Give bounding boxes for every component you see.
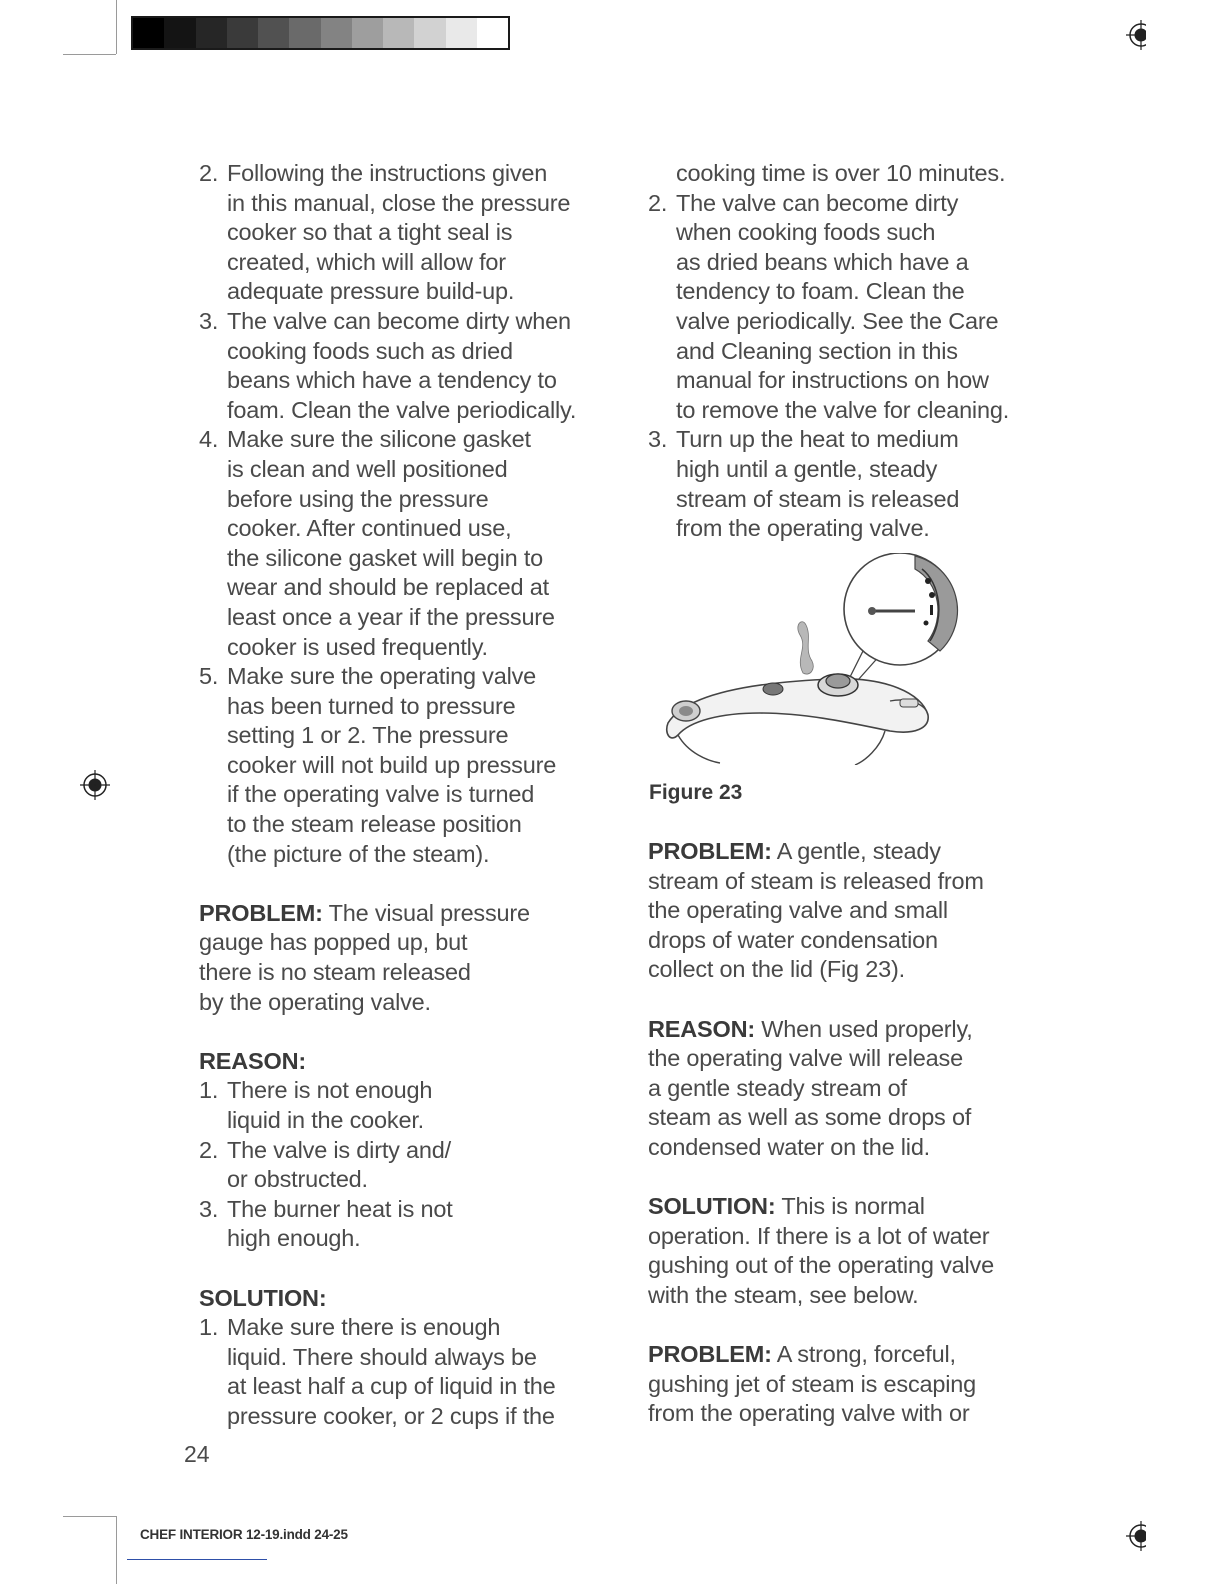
list-item: 1. Make sure there is enough liquid. There should always be at least half a cup of liquid in the pressure cooker, or 2 cups if the <box>199 1314 556 1429</box>
color-swatch <box>383 18 414 48</box>
color-calibration-bar <box>131 16 510 50</box>
color-swatch <box>477 18 508 48</box>
solution-text: This is normal operation. If there is a lot of water gushing out of the operating valve with the steam, see below. <box>648 1193 994 1308</box>
solution-label: SOLUTION: <box>648 1193 776 1220</box>
problem-text: A strong, forceful, gushing jet of steam is escaping from the operating valve with or <box>648 1341 977 1427</box>
solution-paragraph <box>648 1192 1058 1310</box>
list-item: 1. There is not enough liquid in the cooker. <box>199 1077 433 1133</box>
color-swatch <box>227 18 258 48</box>
slug-underline <box>127 1559 267 1560</box>
list-item: 5. Make sure the operating valve has been turned to pressure setting 1 or 2. The pressure cooker will not build up pressure if the operating valve is turned to the steam release position (the picture of the steam). <box>199 663 557 867</box>
reason-label: REASON: <box>648 1015 755 1042</box>
registration-mark-icon <box>80 770 110 800</box>
list-item: 4. Make sure the silicone gasket is clean and well positioned before using the pressure cooker. After continued use, the silicone gasket will begin to wear and should be replaced at least once a year if the pressure cooker is used frequently. <box>199 426 555 660</box>
registration-mark-icon <box>1126 20 1146 50</box>
list-item: 2. The valve can become dirty when cooking foods such as dried beans which have a tendency to foam. Clean the valve periodically. See the Care and Cleaning section in this manual for instructions on how to remove the valve for cleaning. <box>648 189 1010 423</box>
color-swatch <box>133 18 164 48</box>
problem-paragraph <box>199 899 619 1017</box>
list-item: 3. The burner heat is not high enough. <box>199 1195 453 1252</box>
color-swatch <box>258 18 289 48</box>
figure-caption: Figure 23 <box>649 781 743 804</box>
solution-heading: SOLUTION: <box>199 1284 327 1311</box>
color-swatch <box>164 18 195 48</box>
pressure-cooker-lid-illustration <box>660 553 970 765</box>
problem-text: The visual pressure gauge has popped up, but there is no steam released by the operating valve. <box>199 899 530 1015</box>
color-swatch <box>321 18 352 48</box>
registration-mark-icon <box>1126 1521 1146 1551</box>
continuation-text: cooking time is over 10 minutes. <box>676 160 1006 186</box>
reason-text: When used properly, the operating valve will release a gentle steady stream of steam as well as some drops of condensed water on the lid. <box>648 1015 973 1160</box>
color-swatch <box>289 18 320 48</box>
right-column-lower <box>648 837 1058 1429</box>
file-slug: CHEF INTERIOR 12-19.indd 24-25 <box>140 1527 348 1542</box>
color-swatch <box>414 18 445 48</box>
problem-label: PROBLEM: <box>648 1341 772 1368</box>
problem-label: PROBLEM: <box>199 899 323 926</box>
list-item: 2. Following the instructions given in this manual, close the pressure cooker so that a tight seal is created, which will allow for adequate pressure build-up. <box>199 160 571 305</box>
crop-mark <box>116 0 117 54</box>
list-item: 3. Turn up the heat to medium high until a gentle, steady stream of steam is released from the operating valve. <box>648 426 960 542</box>
list-item: 2. The valve is dirty and/ or obstructed. <box>199 1136 451 1193</box>
problem-label: PROBLEM: <box>648 838 772 864</box>
color-swatch <box>352 18 383 48</box>
list-item: 3. The valve can become dirty when cooking foods such as dried beans which have a tendency to foam. Clean the valve periodically. <box>199 307 577 423</box>
crop-mark <box>63 1516 116 1517</box>
color-swatch <box>196 18 227 48</box>
problem-paragraph <box>648 837 1058 985</box>
problem-text: A gentle, steady stream of steam is released from the operating valve and small drops of water condensation collect on the lid (Fig 23). <box>648 838 984 983</box>
right-column <box>648 159 1058 544</box>
reason-heading: REASON: <box>199 1047 306 1074</box>
problem-paragraph <box>648 1340 1058 1429</box>
page-number: 24 <box>184 1441 210 1467</box>
crop-mark <box>63 54 116 55</box>
crop-mark <box>116 1516 117 1584</box>
left-column <box>199 159 619 1432</box>
color-swatch <box>446 18 477 48</box>
reason-paragraph <box>648 1015 1058 1163</box>
